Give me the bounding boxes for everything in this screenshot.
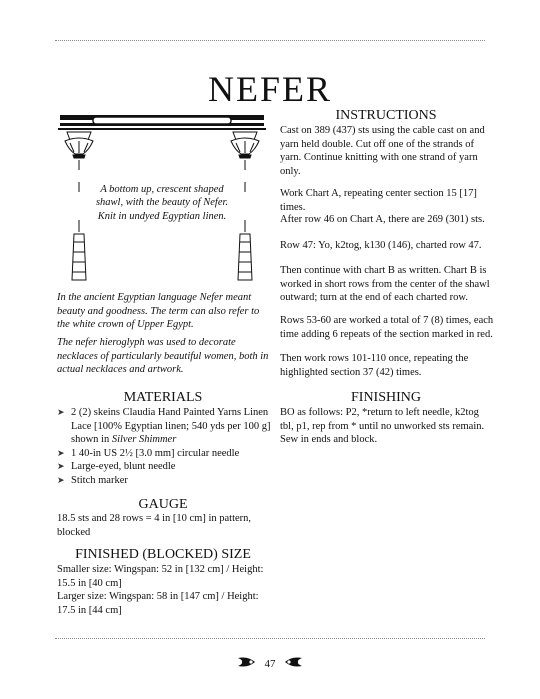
intro-paragraph-1: In the ancient Egyptian language Nefer meant beauty and goodness. The term can also refer to the white crown of Upper Egypt. [57,292,260,330]
instructions-paragraph-4: Row 47: Yo, k2tog, k130 (146), charted row 47. [280,240,482,251]
bottom-dotted-rule [55,638,485,639]
bullet-ornament-icon: ➤ [57,474,65,485]
page-footer [0,656,540,671]
intro-paragraph-2: The nefer hieroglyph was used to decorate necklaces of particularly beautiful women, both in actual necklaces and artwork. [57,337,269,375]
materials-item-3-text: Large-eyed, blunt needle [71,461,176,472]
materials-item-2-text: 1 40-in US 2½ [3.0 mm] circular needle [71,447,240,459]
page-title: NEFER [207,69,332,110]
gauge-heading: GAUGE [138,497,188,512]
materials-list [57,406,277,487]
winged-ornament-icon [234,656,256,671]
instructions-heading: INSTRUCTIONS [335,108,437,123]
list-item [57,474,277,488]
instructions-paragraph-7: Then work rows 101-110 once, repeating the highlighted section 37 (42) times. [280,353,469,378]
materials-heading: MATERIALS [123,390,203,405]
image-caption: A bottom up, crescent shaped shawl, with the beauty of Nefer. Knit in undyed Egyptian linen. [95,183,229,222]
finished-size-heading: FINISHED (BLOCKED) SIZE [75,547,251,562]
smaller-size-text: Smaller size: Wingspan: 52 in [132 cm] / Height: 15.5 in [40 cm] [57,564,264,589]
materials-item-1-text: 2 (2) skeins Claudia Hand Painted Yarns Linen Lace [100% Egyptian linen; 540 yds per 100 g] shown in [71,407,271,445]
instructions-paragraph-1: Cast on 389 (437) sts using the cable cast on and yarn held double. Cut off one of the strands of yarn. Continue knitting with one strand of yarn only. [280,125,485,177]
bullet-ornament-icon: ➤ [57,407,65,417]
top-dotted-rule [55,40,485,41]
instructions-paragraph-3: After row 46 on Chart A, there are 269 (301) sts. [280,214,485,225]
instructions-paragraph-5: Then continue with chart B as written. Chart B is worked in short rows from the center of the shawl outward; turn at the end of each charted row. [280,265,490,303]
bullet-ornament-icon: ➤ [57,461,65,471]
larger-size-text: Larger size: Wingspan: 58 in [147 cm] / Height: 17.5 in [44 cm] [57,591,259,616]
instructions-paragraph-6: Rows 53-60 are worked a total of 7 (8) times, each time adding 6 repeats of the section marked in red. [280,315,494,340]
materials-item-4-text: Stitch marker [71,474,128,486]
list-item [57,460,277,474]
page-number: 47 [264,657,276,670]
gauge-text: 18.5 sts and 28 rows = 4 in [10 cm] in pattern, blocked [57,513,252,538]
finishing-text: BO as follows: P2, *return to left needle, k2tog tbl, p1, rep from * until no unworked sts remain. Sew in ends and block. [280,407,485,445]
finished-size-text [57,563,272,617]
list-item [57,447,277,461]
finishing-heading: FINISHING [351,390,421,405]
colorway-name: Silver Shimmer [111,434,177,445]
bullet-ornament-icon: ➤ [57,447,65,458]
instructions-paragraph-2: Work Chart A, repeating center section 15 [17] times. [280,188,477,213]
list-item [57,406,277,447]
winged-ornament-icon [284,656,306,671]
